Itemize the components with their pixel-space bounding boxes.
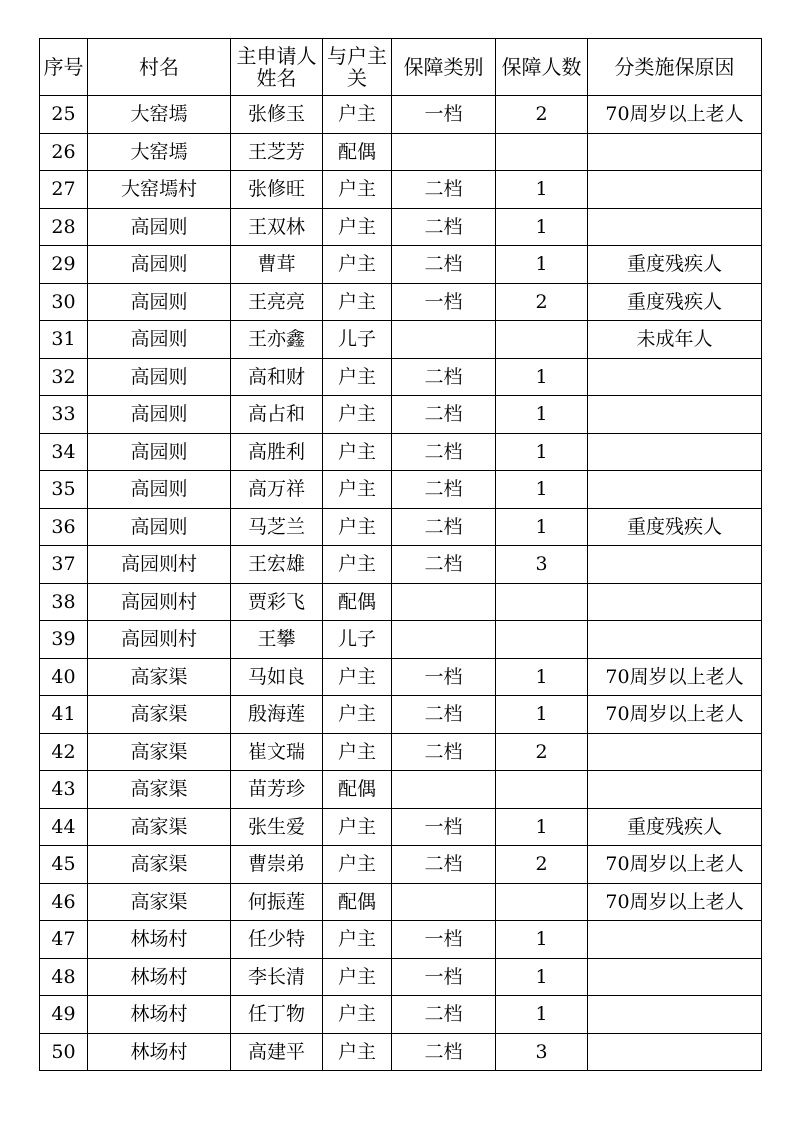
cell-village: 高园则: [88, 508, 231, 546]
cell-relation: 户主: [323, 996, 392, 1034]
cell-village: 高园则: [88, 321, 231, 359]
cell-count: 2: [496, 846, 588, 884]
cell-relation: 户主: [323, 546, 392, 584]
cell-index: 47: [40, 921, 88, 959]
cell-applicant-name: 高万祥: [231, 471, 323, 509]
cell-village: 大窑墕: [88, 133, 231, 171]
cell-category: 二档: [392, 546, 496, 584]
cell-category: 二档: [392, 696, 496, 734]
cell-category: 二档: [392, 471, 496, 509]
header-category: 保障类别: [392, 39, 496, 96]
cell-relation: 儿子: [323, 621, 392, 659]
cell-count: 3: [496, 546, 588, 584]
cell-category: [392, 771, 496, 809]
roster-table: [39, 38, 762, 1071]
table-row: [40, 133, 762, 171]
cell-index: 37: [40, 546, 88, 584]
cell-count: 2: [496, 733, 588, 771]
cell-category: 二档: [392, 396, 496, 434]
cell-applicant-name: 王宏雄: [231, 546, 323, 584]
cell-relation: 户主: [323, 283, 392, 321]
cell-category: 二档: [392, 733, 496, 771]
cell-applicant-name: 高和财: [231, 358, 323, 396]
cell-reason: 70周岁以上老人: [588, 96, 762, 134]
cell-index: 28: [40, 208, 88, 246]
cell-reason: [588, 396, 762, 434]
table-row: [40, 246, 762, 284]
cell-relation: 户主: [323, 658, 392, 696]
table-row: [40, 696, 762, 734]
cell-count: 1: [496, 471, 588, 509]
table-row: [40, 546, 762, 584]
cell-category: 二档: [392, 996, 496, 1034]
cell-index: 44: [40, 808, 88, 846]
cell-category: 一档: [392, 921, 496, 959]
cell-village: 大窑墕村: [88, 171, 231, 209]
cell-index: 33: [40, 396, 88, 434]
cell-category: 一档: [392, 658, 496, 696]
cell-count: 1: [496, 433, 588, 471]
cell-index: 39: [40, 621, 88, 659]
cell-applicant-name: 殷海莲: [231, 696, 323, 734]
cell-count: 1: [496, 958, 588, 996]
cell-reason: [588, 771, 762, 809]
cell-relation: 户主: [323, 208, 392, 246]
cell-reason: 重度残疾人: [588, 283, 762, 321]
cell-relation: 户主: [323, 733, 392, 771]
cell-reason: [588, 583, 762, 621]
header-row: [40, 39, 762, 96]
cell-count: 1: [496, 396, 588, 434]
cell-reason: [588, 546, 762, 584]
table-row: [40, 396, 762, 434]
cell-count: 1: [496, 921, 588, 959]
cell-applicant-name: 任少特: [231, 921, 323, 959]
cell-village: 大窑墕: [88, 96, 231, 134]
cell-village: 高家渠: [88, 883, 231, 921]
table-row: [40, 433, 762, 471]
header-applicant-name: 主申请人姓名: [231, 39, 323, 96]
cell-reason: 重度残疾人: [588, 246, 762, 284]
table-row: [40, 1033, 762, 1071]
cell-reason: [588, 358, 762, 396]
cell-category: [392, 621, 496, 659]
cell-applicant-name: 苗芳珍: [231, 771, 323, 809]
cell-applicant-name: 张修玉: [231, 96, 323, 134]
cell-index: 48: [40, 958, 88, 996]
cell-count: 1: [496, 808, 588, 846]
cell-applicant-name: 贾彩飞: [231, 583, 323, 621]
cell-village: 高园则村: [88, 546, 231, 584]
cell-relation: 儿子: [323, 321, 392, 359]
cell-category: 一档: [392, 96, 496, 134]
cell-count: 1: [496, 696, 588, 734]
cell-applicant-name: 崔文瑞: [231, 733, 323, 771]
cell-relation: 户主: [323, 471, 392, 509]
cell-applicant-name: 王亮亮: [231, 283, 323, 321]
cell-category: 二档: [392, 171, 496, 209]
table-row: [40, 846, 762, 884]
cell-applicant-name: 曹崇弟: [231, 846, 323, 884]
cell-category: [392, 321, 496, 359]
cell-relation: 户主: [323, 1033, 392, 1071]
cell-village: 高家渠: [88, 696, 231, 734]
cell-relation: 配偶: [323, 133, 392, 171]
header-relation: 与户主关: [323, 39, 392, 96]
cell-reason: 70周岁以上老人: [588, 696, 762, 734]
cell-relation: 户主: [323, 246, 392, 284]
cell-reason: 70周岁以上老人: [588, 846, 762, 884]
table-row: [40, 321, 762, 359]
table-row: [40, 583, 762, 621]
cell-applicant-name: 高占和: [231, 396, 323, 434]
cell-relation: 户主: [323, 958, 392, 996]
cell-category: 二档: [392, 246, 496, 284]
cell-index: 40: [40, 658, 88, 696]
cell-relation: 户主: [323, 433, 392, 471]
header-count: 保障人数: [496, 39, 588, 96]
cell-index: 49: [40, 996, 88, 1034]
cell-village: 高园则: [88, 283, 231, 321]
cell-index: 29: [40, 246, 88, 284]
cell-reason: [588, 471, 762, 509]
cell-count: 1: [496, 508, 588, 546]
table-row: [40, 883, 762, 921]
cell-category: 二档: [392, 358, 496, 396]
cell-applicant-name: 李长清: [231, 958, 323, 996]
cell-index: 41: [40, 696, 88, 734]
cell-count: 1: [496, 246, 588, 284]
cell-relation: 配偶: [323, 771, 392, 809]
table-row: [40, 996, 762, 1034]
cell-village: 高园则: [88, 246, 231, 284]
cell-village: 林场村: [88, 996, 231, 1034]
header-village: 村名: [88, 39, 231, 96]
cell-village: 高园则村: [88, 621, 231, 659]
cell-village: 林场村: [88, 958, 231, 996]
cell-index: 30: [40, 283, 88, 321]
cell-reason: [588, 996, 762, 1034]
cell-village: 高园则: [88, 433, 231, 471]
cell-count: 2: [496, 96, 588, 134]
cell-relation: 户主: [323, 696, 392, 734]
cell-category: 二档: [392, 433, 496, 471]
cell-category: 一档: [392, 283, 496, 321]
cell-category: 一档: [392, 808, 496, 846]
cell-count: 1: [496, 658, 588, 696]
cell-relation: 户主: [323, 921, 392, 959]
cell-index: 32: [40, 358, 88, 396]
table-row: [40, 733, 762, 771]
cell-relation: 户主: [323, 96, 392, 134]
cell-count: [496, 621, 588, 659]
cell-village: 高园则村: [88, 583, 231, 621]
table-row: [40, 771, 762, 809]
cell-village: 高园则: [88, 208, 231, 246]
cell-applicant-name: 王双林: [231, 208, 323, 246]
table-row: [40, 508, 762, 546]
cell-count: 1: [496, 358, 588, 396]
cell-index: 26: [40, 133, 88, 171]
cell-reason: [588, 1033, 762, 1071]
cell-count: 1: [496, 208, 588, 246]
cell-index: 46: [40, 883, 88, 921]
cell-category: [392, 883, 496, 921]
table-row: [40, 171, 762, 209]
cell-reason: [588, 133, 762, 171]
cell-count: 3: [496, 1033, 588, 1071]
cell-applicant-name: 马芝兰: [231, 508, 323, 546]
table-row: [40, 358, 762, 396]
cell-applicant-name: 王攀: [231, 621, 323, 659]
cell-index: 31: [40, 321, 88, 359]
cell-index: 34: [40, 433, 88, 471]
cell-category: 一档: [392, 958, 496, 996]
cell-category: [392, 583, 496, 621]
table-row: [40, 658, 762, 696]
cell-village: 高家渠: [88, 808, 231, 846]
cell-index: 36: [40, 508, 88, 546]
cell-applicant-name: 张修旺: [231, 171, 323, 209]
table-row: [40, 621, 762, 659]
table-row: [40, 471, 762, 509]
table-row: [40, 958, 762, 996]
cell-village: 高家渠: [88, 846, 231, 884]
cell-village: 高园则: [88, 358, 231, 396]
table-row: [40, 808, 762, 846]
cell-relation: 配偶: [323, 583, 392, 621]
cell-village: 高家渠: [88, 733, 231, 771]
cell-reason: [588, 433, 762, 471]
table-row: [40, 208, 762, 246]
cell-reason: 重度残疾人: [588, 508, 762, 546]
cell-category: 二档: [392, 1033, 496, 1071]
table-row: [40, 96, 762, 134]
cell-applicant-name: 任丁物: [231, 996, 323, 1034]
cell-count: [496, 133, 588, 171]
cell-count: 1: [496, 996, 588, 1034]
cell-category: 二档: [392, 846, 496, 884]
cell-index: 45: [40, 846, 88, 884]
cell-index: 35: [40, 471, 88, 509]
cell-category: 二档: [392, 508, 496, 546]
table-row: [40, 921, 762, 959]
cell-applicant-name: 高胜利: [231, 433, 323, 471]
cell-reason: 70周岁以上老人: [588, 883, 762, 921]
cell-count: [496, 321, 588, 359]
cell-index: 42: [40, 733, 88, 771]
cell-village: 高家渠: [88, 771, 231, 809]
table-row: [40, 283, 762, 321]
cell-applicant-name: 何振莲: [231, 883, 323, 921]
cell-reason: 70周岁以上老人: [588, 658, 762, 696]
cell-reason: [588, 171, 762, 209]
cell-category: 二档: [392, 208, 496, 246]
cell-reason: 重度残疾人: [588, 808, 762, 846]
cell-relation: 户主: [323, 508, 392, 546]
header-reason: 分类施保原因: [588, 39, 762, 96]
cell-reason: [588, 621, 762, 659]
cell-village: 高家渠: [88, 658, 231, 696]
cell-village: 高园则: [88, 471, 231, 509]
cell-index: 38: [40, 583, 88, 621]
cell-index: 43: [40, 771, 88, 809]
cell-applicant-name: 高建平: [231, 1033, 323, 1071]
cell-applicant-name: 马如良: [231, 658, 323, 696]
cell-applicant-name: 王亦鑫: [231, 321, 323, 359]
cell-category: [392, 133, 496, 171]
cell-reason: 未成年人: [588, 321, 762, 359]
cell-applicant-name: 张生爱: [231, 808, 323, 846]
cell-relation: 户主: [323, 396, 392, 434]
cell-count: 1: [496, 171, 588, 209]
cell-applicant-name: 王芝芳: [231, 133, 323, 171]
cell-relation: 户主: [323, 358, 392, 396]
cell-relation: 配偶: [323, 883, 392, 921]
cell-reason: [588, 921, 762, 959]
cell-relation: 户主: [323, 846, 392, 884]
cell-relation: 户主: [323, 171, 392, 209]
cell-relation: 户主: [323, 808, 392, 846]
cell-reason: [588, 208, 762, 246]
cell-index: 25: [40, 96, 88, 134]
table-body: [40, 96, 762, 1071]
cell-count: [496, 771, 588, 809]
cell-applicant-name: 曹茸: [231, 246, 323, 284]
cell-village: 林场村: [88, 921, 231, 959]
cell-reason: [588, 733, 762, 771]
cell-index: 50: [40, 1033, 88, 1071]
cell-reason: [588, 958, 762, 996]
cell-index: 27: [40, 171, 88, 209]
header-index: 序号: [40, 39, 88, 96]
cell-count: [496, 583, 588, 621]
cell-village: 高园则: [88, 396, 231, 434]
cell-village: 林场村: [88, 1033, 231, 1071]
cell-count: [496, 883, 588, 921]
cell-count: 2: [496, 283, 588, 321]
